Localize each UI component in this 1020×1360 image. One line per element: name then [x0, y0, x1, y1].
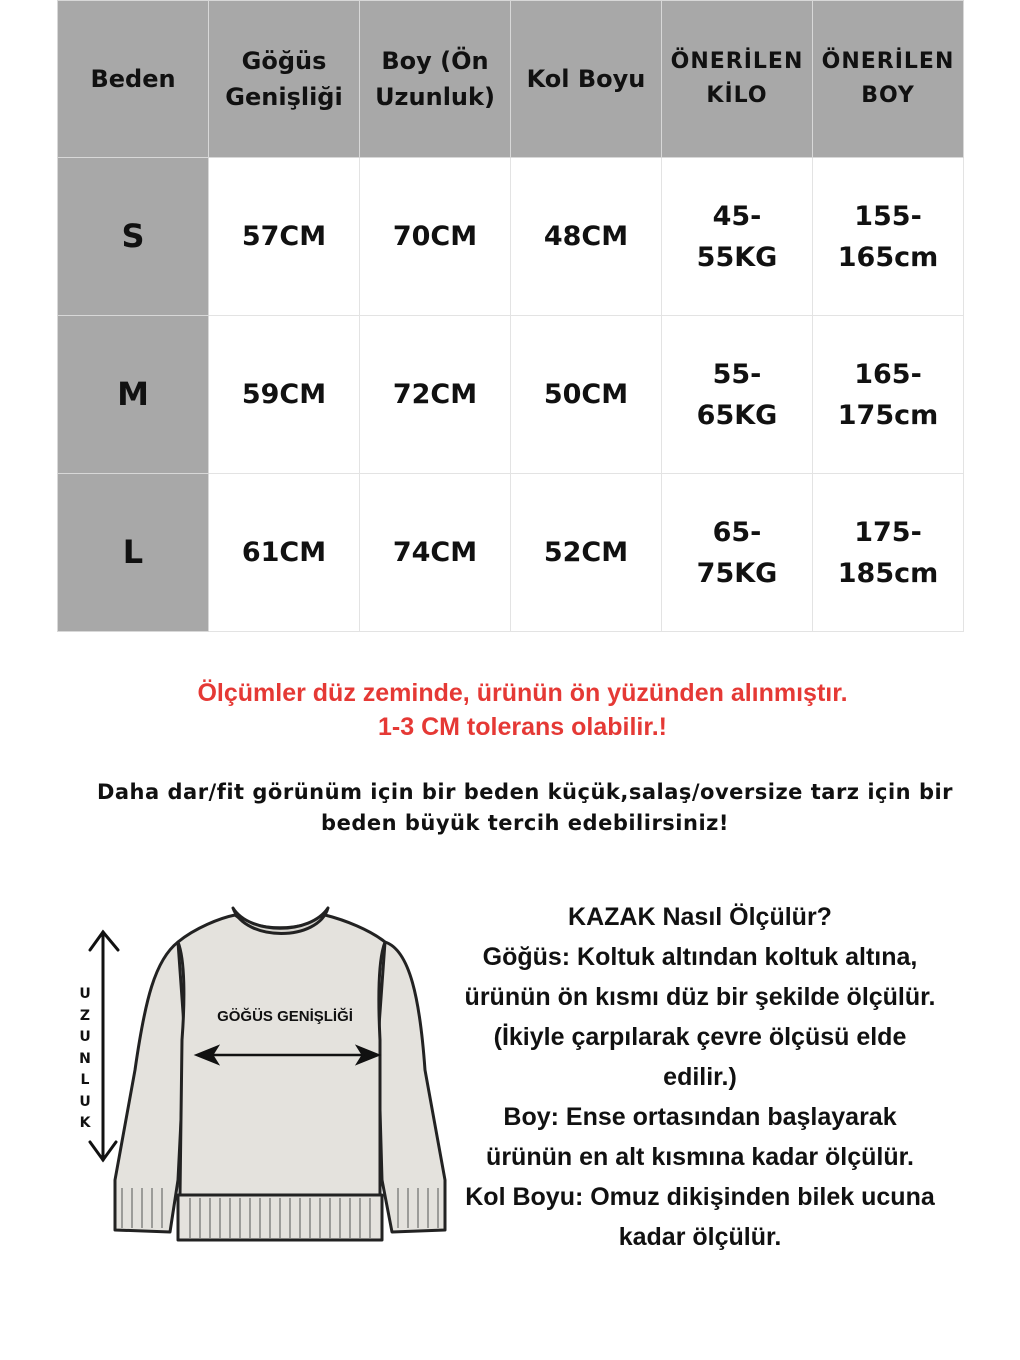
header-sleeve — [511, 1, 662, 158]
weight-range-start: 65- — [712, 516, 762, 548]
height-cell — [813, 316, 964, 474]
howto-line: Göğüs: Koltuk altından koltuk altına, — [482, 943, 918, 971]
table-row — [58, 474, 964, 632]
size-chart-table — [57, 0, 964, 632]
length-cell: 72CM — [360, 316, 511, 474]
height-range-end: 175cm — [837, 399, 939, 431]
howto-title: KAZAK Nasıl Ölçülür? — [568, 903, 832, 931]
howto-line: Kol Boyu: Omuz dikişinden bilek ucuna — [465, 1183, 935, 1211]
header-label: BOY — [861, 83, 915, 108]
weight-range-start: 55- — [712, 358, 762, 390]
weight-range-end: 55KG — [696, 241, 778, 273]
length-cell: 70CM — [360, 158, 511, 316]
header-label: Göğüs — [241, 47, 327, 75]
header-label: Kol Boyu — [526, 65, 646, 93]
length-cell: 74CM — [360, 474, 511, 632]
howto-line: ürünün ön kısmı düz bir şekilde ölçülür. — [464, 983, 936, 1011]
height-range-start: 165- — [854, 358, 922, 390]
sleeve-cell: 50CM — [511, 316, 662, 474]
label-letter: K — [79, 1115, 91, 1131]
header-length — [360, 1, 511, 158]
header-label: Uzunluk) — [375, 83, 495, 111]
height-cell — [813, 158, 964, 316]
header-label: KİLO — [706, 83, 768, 108]
howto-line: (İkiyle çarpılarak çevre ölçüsü elde — [493, 1023, 907, 1051]
chest-width-label: GÖĞÜS GENİŞLİĞİ — [217, 1008, 353, 1025]
howto-line: Boy: Ense ortasından başlayarak — [503, 1103, 897, 1131]
weight-cell — [662, 316, 813, 474]
table-header-row — [58, 1, 964, 158]
sleeve-cell: 48CM — [511, 158, 662, 316]
header-label: ÖNERİLEN — [821, 49, 955, 74]
header-label: ÖNERİLEN — [670, 49, 804, 74]
howto-line: kadar ölçülür. — [618, 1223, 782, 1251]
measurement-tolerance-note — [0, 676, 1020, 744]
label-letter: U — [79, 1029, 91, 1045]
label-letter: L — [80, 1072, 90, 1088]
weight-range-end: 65KG — [696, 399, 778, 431]
note-line: Ölçümler düz zeminde, ürünün ön yüzünden alınmıştır. — [197, 679, 848, 707]
table-row — [58, 158, 964, 316]
chest-cell: 57CM — [209, 158, 360, 316]
howto-line: edilir.) — [663, 1063, 737, 1091]
label-letter: N — [79, 1050, 91, 1067]
sweater-measurement-diagram — [60, 890, 460, 1250]
chest-cell: 59CM — [209, 316, 360, 474]
size-cell: L — [58, 474, 209, 632]
chest-cell: 61CM — [209, 474, 360, 632]
header-label: Beden — [90, 65, 176, 93]
length-arrow-icon — [90, 932, 118, 1160]
header-recommended-weight — [662, 1, 813, 158]
label-letter: U — [79, 986, 91, 1002]
fit-advice-note — [90, 777, 960, 839]
length-vertical-label — [77, 984, 93, 1135]
sleeve-cell: 52CM — [511, 474, 662, 632]
weight-range-start: 45- — [712, 200, 762, 232]
height-cell — [813, 474, 964, 632]
header-size — [58, 1, 209, 158]
header-label: Genişliği — [225, 83, 343, 111]
note-line: beden büyük tercih edebilirsiniz! — [321, 811, 729, 835]
sweater-icon — [60, 890, 460, 1250]
header-label: Boy (Ön — [381, 47, 489, 75]
height-range-end: 165cm — [837, 241, 939, 273]
header-recommended-height — [813, 1, 964, 158]
weight-cell — [662, 474, 813, 632]
label-letter: Z — [79, 1007, 91, 1024]
note-line: 1-3 CM tolerans olabilir.! — [378, 713, 667, 741]
height-range-start: 155- — [854, 200, 922, 232]
weight-range-end: 75KG — [696, 557, 778, 589]
height-range-end: 185cm — [837, 557, 939, 589]
height-range-start: 175- — [854, 516, 922, 548]
weight-cell — [662, 158, 813, 316]
header-chest — [209, 1, 360, 158]
label-letter: U — [79, 1093, 91, 1110]
size-cell: M — [58, 316, 209, 474]
how-to-measure-instructions — [440, 897, 960, 1257]
note-line: Daha dar/fit görünüm için bir beden küçük,salaş/oversize tarz için bir — [96, 780, 954, 804]
size-cell: S — [58, 158, 209, 316]
table-row — [58, 316, 964, 474]
howto-line: ürünün en alt kısmına kadar ölçülür. — [486, 1143, 914, 1171]
